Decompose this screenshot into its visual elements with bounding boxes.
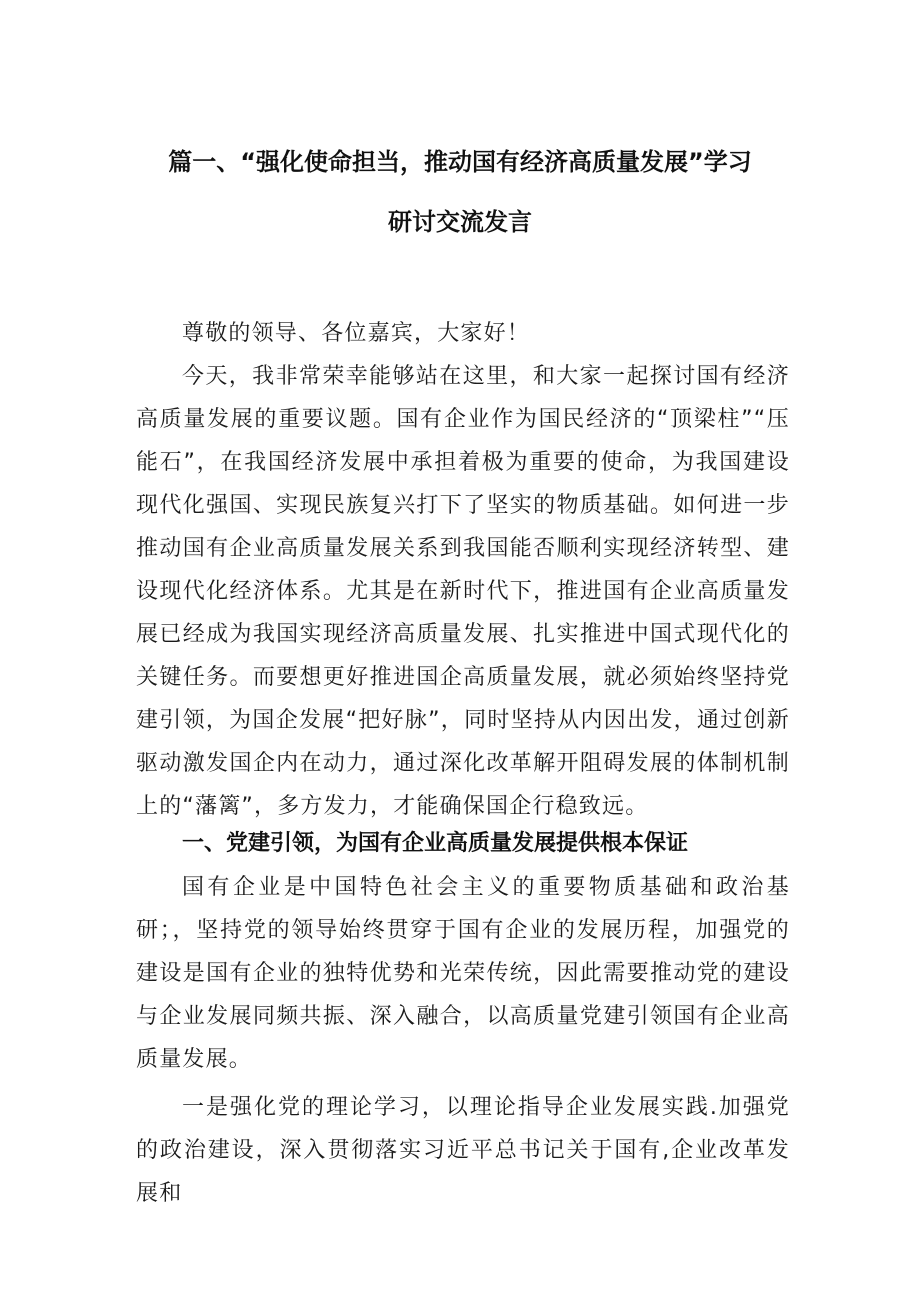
greeting-text: 尊敬的领导、各位嘉宾，大家好！ [182,321,531,346]
section-1-point-1-paragraph [136,1086,790,1215]
section-1-text: 国有企业是中国特色社会主义的重要物质基础和政治基研；，坚持党的领导始终贯穿于国有企业的发展历程，加强党的建设是国有企业的独特优势和光荣传统，因此需要推动党的建设与企业发展同频共振、深入融合，以高质量党建引领国有企业高质量发展。 [136,875,790,1072]
section-1-point-1-text: 一是强化党的理论学习，以理论指导企业发展实践.加强党的政治建设，深入贯彻落实习近平总书记关于国有,企业改革发展和 [136,1095,790,1206]
intro-paragraph [136,355,790,828]
document-title-line-1: 篇一、“强化使命担当，推动国有经济高质量发展”学习 [168,148,752,176]
greeting-paragraph [136,312,790,355]
document-title-line-2: 研讨交流发言 [388,208,532,236]
section-1-paragraph [136,866,790,1081]
intro-text: 今天，我非常荣幸能够站在这里，和大家一起探讨国有经济高质量发展的重要议题。国有企业作为国民经济的“顶梁柱”“压能石”，在我国经济发展中承担着极为重要的使命，为我国建设现代化强国、实现民族复兴打下了坚实的物质基础。如何进一步推动国有企业高质量发展关系到我国能否顺利实现经济转型、建设现代化经济体系。尤其是在新时代下，推进国有企业高质量发展已经成为我国实现经济高质量发展、扎实推进中国式现代化的关键任务。而要想更好推进国企高质量发展，就必须始终坚持党建引领，为国企发展“把好脉”，同时坚持从内因出发，通过创新驱动激发国企内在动力，通过深化改革解开阻碍发展的体制机制上的“藩篱”，多方发力，才能确保国企行稳致远。 [136,364,790,819]
section-heading-1: 一、党建引领，为国有企业高质量发展提供根本保证 [182,831,689,856]
